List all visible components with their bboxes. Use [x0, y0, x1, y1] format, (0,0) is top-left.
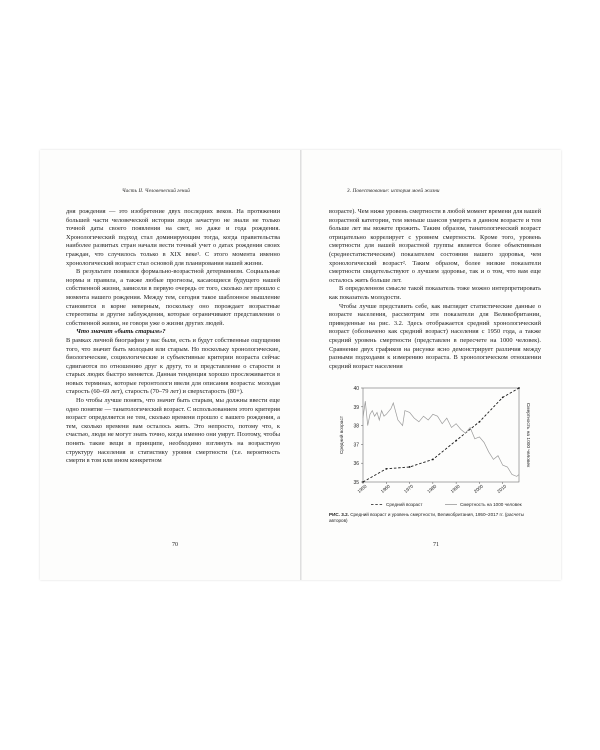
right-page-text [329, 208, 541, 371]
page-number-left: 70 [172, 542, 178, 548]
figure-caption [329, 512, 541, 524]
x-tick-label: 1970 [403, 483, 415, 495]
x-tick-label: 1980 [426, 483, 438, 495]
running-header-right: 3. Повествование: история моей жизни [347, 188, 440, 194]
y-axis-label-left: Средний возраст [340, 415, 345, 455]
series-point [502, 397, 504, 399]
series-point [479, 421, 481, 423]
series-point [409, 466, 411, 468]
series-point [455, 440, 457, 442]
y-axis-label-right: Смертность на 1000 человек [525, 402, 530, 468]
figure-caption-label: РИС. 3.2. [329, 512, 349, 517]
section-title: Что значит «быть старым»? [76, 328, 166, 336]
running-header-left: Часть II. Человеческий гений [122, 188, 190, 194]
y-tick-label: 40 [353, 386, 359, 392]
right-page [311, 150, 561, 580]
book-spread [40, 150, 561, 580]
legend-label: Средний возраст [386, 502, 423, 507]
paragraph: дня рождения — это изобретение двух последних веков. На протяжении большей части человеческой истории люди зачастую не знали не только точной даты своего появления на свет, но даже и года рождения. Хронологический подход стал доминирующим тогда, когда правительства наиболее развитых стран начали вести точный учет о датах рождения своих граждан, что случилось только в XIX веке¹. С этого момента именно хронологический возраст стал основой для планирования нашей жизни. [66, 208, 280, 267]
paragraph: В определенном смысле такой показатель тоже можно интерпретировать как показатель молодости. [329, 285, 541, 301]
x-tick-label: 2000 [472, 483, 484, 495]
line-chart [329, 382, 541, 514]
figure-caption-text: Средний возраст и уровень смертности, Великобритания, 1950–2017 гг. (расчеты авторов) [329, 512, 524, 523]
paragraph: возрасте). Чем ниже уровень смертности в любой момент времени для вашей возрастной категории, тем меньше шансов умереть в данном возрасте и тем больше лет вы можете прожить. Таким образом, танатологический возраст отрицательно коррелирует с уровнем смертности. Кроме того, уровень смертности для вашей возрастной группы является более объективным (среднестатистическим) показателем состояния вашего здоровья, чем хронологический возраст². Таким образом, более низкие показатели смертности свидетельствуют о лучшем здоровье, так и о том, что вам еще осталось жить больше лет. [329, 208, 541, 284]
series-point [385, 468, 387, 470]
series-point [518, 387, 520, 389]
left-page-text [66, 208, 280, 466]
y-tick-label: 37 [353, 442, 359, 449]
paragraph: Чтобы лучше представить себе, как выглядят статистические данные о возрасте населения, рассмотрим эти показатели для Великобритании, приведенные на рис. 3.2. Здесь отображается средний хронологический возраст (обозначено как средний возраст) населения с 1950 года, а также средний уровень смертности (представлен в пересчете на 1000 человек). Сравнение двух графиков на рисунке ясно демонстрирует различия между разными подходами к измерению возраста. В хронологическом отношении средний возраст населения [329, 302, 541, 370]
x-tick-label: 1990 [449, 483, 461, 495]
series-line-1 [363, 401, 519, 476]
plot-frame [363, 388, 519, 482]
left-page [50, 150, 300, 580]
y-tick-label: 38 [353, 423, 359, 430]
paragraph: В рамках личной биографии у вас были, есть и будут собственные ощущения того, что значит быть молодым или старым. Но поскольку хронологические, биологические, социологические и субъективные критерии возраста сейчас сдвигаются по отношению друг к другу, то и представление о старости и старых людях быстро меняется. Данная тенденция хорошо прослеживается в новых терминах, которые геронтологи ввели для описания возраста: молодая старость (60–69 лет), старость (70–79 лет) и сверхстарость (80+). [66, 336, 280, 396]
x-tick-label: 1960 [379, 483, 391, 495]
series-point [362, 481, 364, 483]
y-tick-label: 39 [353, 404, 359, 411]
figure-chart [329, 382, 541, 514]
series-point [432, 459, 434, 461]
x-tick-label: 2010 [496, 483, 508, 495]
legend-label: Смертность на 1000 человек [460, 502, 522, 507]
book-gutter [300, 150, 302, 580]
series-line-0 [363, 388, 519, 482]
page-number-right: 71 [433, 542, 439, 548]
y-tick-label: 36 [353, 461, 359, 468]
y-tick-label: 35 [353, 480, 359, 486]
paragraph: В результате появился формально-возрастной детерминизм. Социальные нормы и правила, а также любые прогнозы, касающиеся будущего нашей собственной жизни, зависели в первую очередь от того, сколько лет прошло с момента нашего рождения. Между тем, сегодня такое шаблонное мышление становится в корне неверным, поскольку оно порождает возрастные стереотипы и другие заблуждения, которые ограничивают представления о собственной жизни, не говоря уже о жизни других людей. [66, 268, 280, 327]
paragraph: Но чтобы лучше понять, что значит быть старым, мы должны ввести еще одно понятие — танатологический возраст. С использованием этого критерия возраст определяется не тем, сколько времени прошло с вашего рождения, а тем, сколько времени вам осталось жить. Это непросто, потому что, к счастью, люди не могут знать точно, когда именно они умрут. Поэтому, чтобы понять такие вещи в принципе, необходимо взглянуть на возрастную структуру населения и статистику уровня смертности (т.е. вероятность смерти в том или ином конкретном [66, 397, 280, 465]
x-tick-label: 1950 [356, 483, 368, 495]
